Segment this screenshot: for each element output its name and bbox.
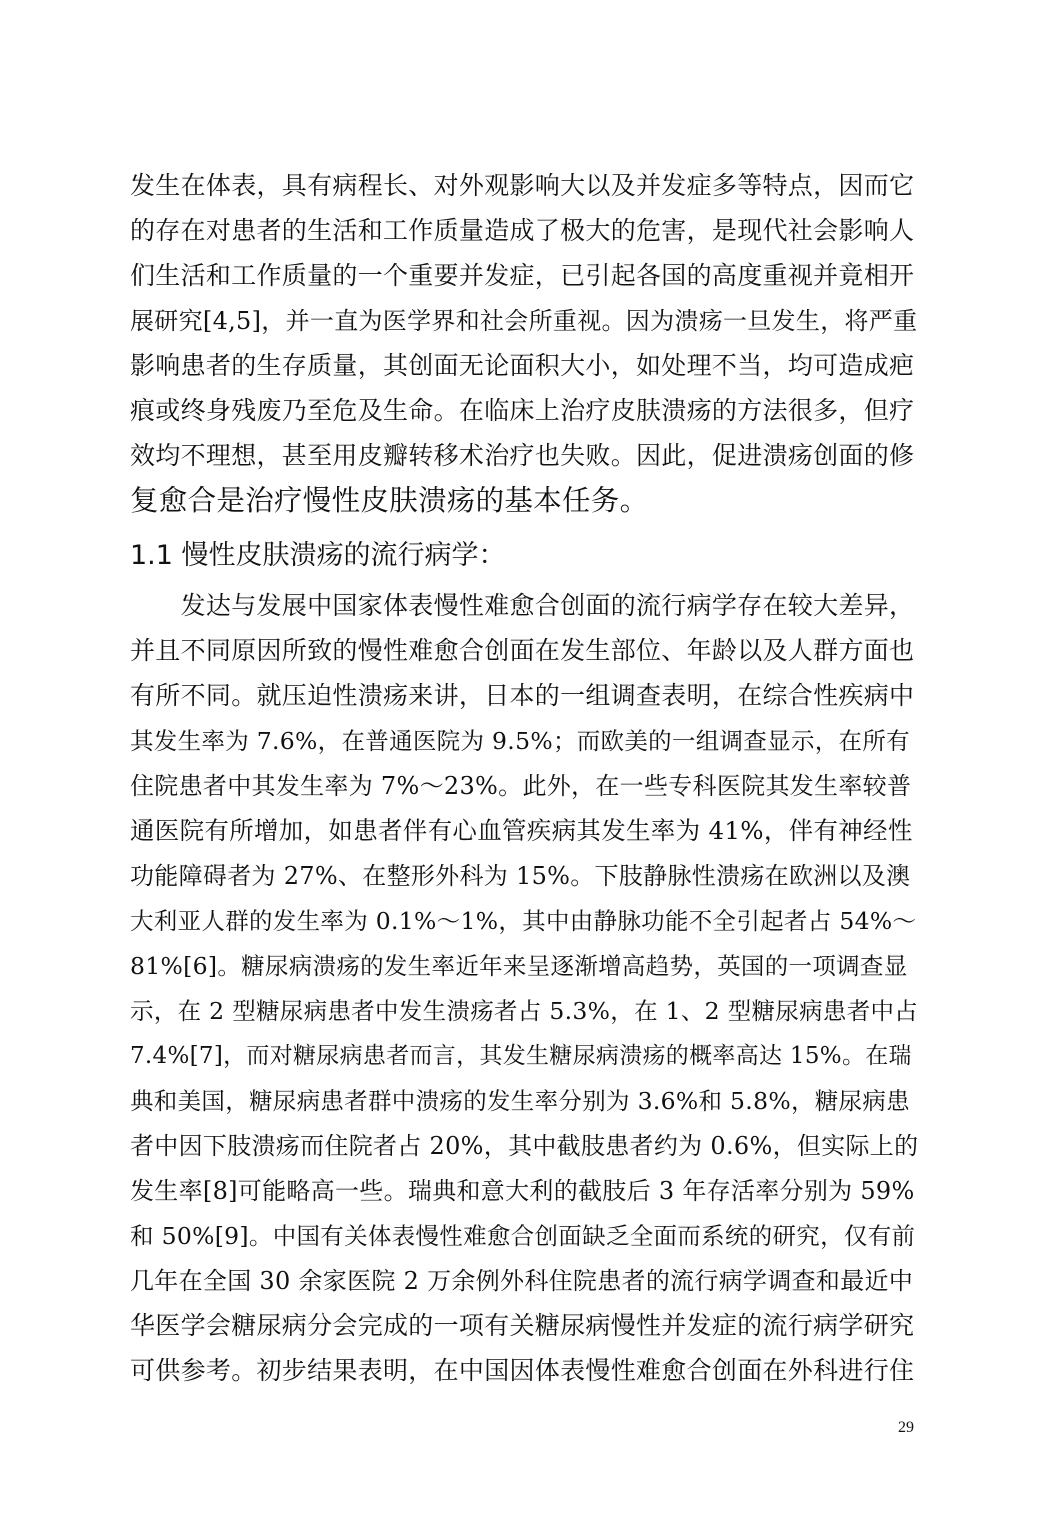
paragraph-1-line-1: 发生在体表，具有病程长、对外观影响大以及并发症多等特点，因而它 xyxy=(130,171,915,200)
paragraph-1-line-7: 效均不理想，甚至用皮瓣转移术治疗也失败。因此，促进溃疡创面的修 xyxy=(130,441,915,470)
paragraph-2-line-11: 7.4%[7]，而对糖尿病患者而言，其发生糖尿病溃疡的概率高达 15%。在瑞 xyxy=(130,1043,912,1069)
paragraph-2-line-17: 华医学会糖尿病分会完成的一项有关糖尿病慢性并发症的流行病学研究 xyxy=(130,1311,915,1340)
paragraph-1-line-5: 影响患者的生存质量，其创面无论面积大小，如处理不当，均可造成疤 xyxy=(130,351,915,380)
paragraph-1-line-6: 痕或终身残废乃至危及生命。在临床上治疗皮肤溃疡的方法很多，但疗 xyxy=(130,396,915,425)
paragraph-2-line-5: 住院患者中其发生率为 7%～23%。此外，在一些专科医院其发生率较普 xyxy=(130,772,912,800)
paragraph-2-line-4: 其发生率为 7.6%，在普通医院为 9.5%；而欧美的一组调查显示，在所有 xyxy=(130,727,910,755)
page-number: 29 xyxy=(898,1419,914,1436)
paragraph-2-line-15: 和 50%[9]。中国有关体表慢性难愈合创面缺乏全面而系统的研究，仅有前 xyxy=(130,1222,916,1250)
paragraph-1-line-4: 展研究[4,5]，并一直为医学界和社会所重视。因为溃疡一旦发生，将严重 xyxy=(130,307,918,335)
paragraph-2-line-12: 典和美国，糖尿病患者群中溃疡的发生率分别为 3.6%和 5.8%，糖尿病患 xyxy=(130,1087,910,1115)
paragraph-2-line-2: 并且不同原因所致的慢性难愈合创面在发生部位、年龄以及人群方面也 xyxy=(130,636,915,665)
paragraph-1-line-2: 的存在对患者的生活和工作质量造成了极大的危害，是现代社会影响人 xyxy=(130,216,915,245)
paragraph-2-line-7: 功能障碍者为 27%、在整形外科为 15%。下肢静脉性溃疡在欧洲以及澳 xyxy=(130,862,911,890)
paragraph-2-line-9: 81%[6]。糖尿病溃疡的发生率近年来呈逐渐增高趋势，英国的一项调查显 xyxy=(130,952,908,980)
paragraph-2-line-18: 可供参考。初步结果表明，在中国因体表慢性难愈合创面在外科进行住 xyxy=(130,1356,915,1385)
paragraph-1-line-8: 复愈合是治疗慢性皮肤溃疡的基本任务。 xyxy=(130,484,649,517)
section-heading: 1.1 慢性皮肤溃疡的流行病学： xyxy=(130,540,506,571)
paragraph-2-line-16: 几年在全国 30 余家医院 2 万余例外科住院患者的流行病学调查和最近中 xyxy=(130,1267,914,1295)
paragraph-2-line-14: 发生率[8]可能略高一些。瑞典和意大利的截肢后 3 年存活率分别为 59% xyxy=(130,1177,915,1205)
paragraph-2-line-13: 者中因下肢溃疡而住院者占 20%，其中截肢患者约为 0.6%，但实际上的 xyxy=(130,1132,919,1160)
paragraph-2-line-3: 有所不同。就压迫性溃疡来讲，日本的一组调查表明，在综合性疾病中 xyxy=(130,681,915,710)
paragraph-1-line-3: 们生活和工作质量的一个重要并发症，已引起各国的高度重视并竟相开 xyxy=(130,261,915,290)
paragraph-2-line-10: 示，在 2 型糖尿病患者中发生溃疡者占 5.3%，在 1、2 型糖尿病患者中占 xyxy=(130,997,919,1025)
paragraph-2-line-6: 通医院有所增加，如患者伴有心血管疾病其发生率为 41%，伴有神经性 xyxy=(130,816,913,845)
paragraph-2-line-1: 发达与发展中国家体表慢性难愈合创面的流行病学存在较大差异， xyxy=(130,591,915,620)
paragraph-2-line-8: 大利亚人群的发生率为 0.1%～1%，其中由静脉功能不全引起者占 54%～ xyxy=(130,907,917,935)
